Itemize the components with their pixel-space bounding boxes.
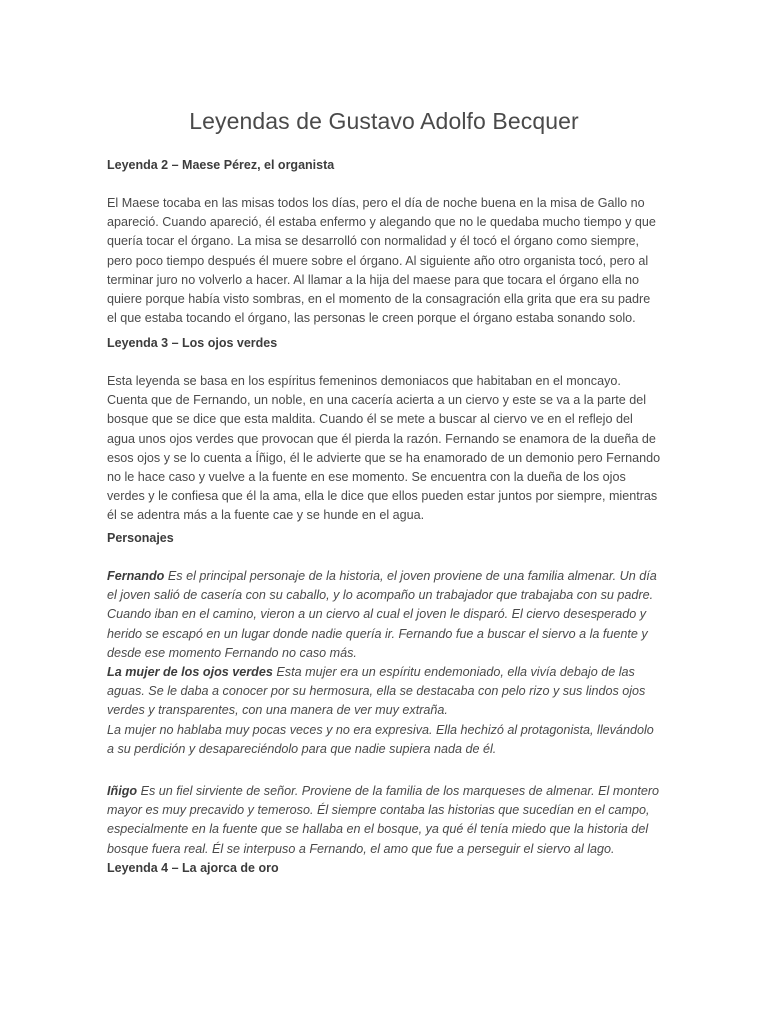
character-desc-mujer-2: La mujer no hablaba muy pocas veces y no era expresiva. Ella hechizó al protagonista, llevándolo a su perdición y desapareciéndolo para que nadie supiera nada de él. — [107, 722, 654, 756]
character-name-inigo: Iñigo — [107, 784, 138, 798]
character-desc-fernando: Es el principal personaje de la historia, el joven proviene de una familia almenar. Un día el joven salió de casería con su caballo, y lo acompaño un trabajador que trabajaba con su padre. Cuando iban en el camino, vieron a un ciervo al cual el joven le disparó. El ciervo desesperado y herido se escapó en un lugar donde nadie quería ir. Fernando fue a buscar el siervo a la fuente y desde ese momento Fernando no caso más. — [107, 569, 657, 660]
character-block-fernando-mujer — [107, 567, 663, 759]
character-desc-mujer: Esta mujer era un espíritu endemoniado, ella vivía debajo de las aguas. Se le daba a conocer por su hermosura, ella se destacaba con pelo rizo y sus lindos ojos verdes y transparentes, con una manera de ver muy extraña. — [107, 665, 646, 718]
character-inigo — [107, 782, 663, 859]
section-text-leyenda-3: Esta leyenda se basa en los espíritus femeninos demoniacos que habitaban en el moncayo. Cuenta que de Fernando, un noble, en una cacería acierta a un ciervo y este se va a la parte del bosque que se dice que esta maldita. Cuando él se mete a buscar al ciervo ve en el reflejo del agua unos ojos verdes que provocan que él pierda la razón. Fernando se enamora de la dueña de esos ojos y se lo cuenta a Íñigo, él le advierte que se ha enamorado de un demonio pero Fernando no le hace caso y vuelve a la fuente en ese momento. Se encuentra con la dueña de los ojos verdes y le confiesa que él la ama, ella le dice que ellos pueden estar juntos por siempre, mientras él se adentra más a la fuente cae y se hunde en el agua. — [107, 374, 661, 523]
section-heading-personajes: Personajes — [107, 531, 174, 545]
character-name-fernando: Fernando — [107, 569, 165, 583]
section-heading-leyenda-3: Leyenda 3 – Los ojos verdes — [107, 336, 278, 350]
character-desc-inigo: Es un fiel sirviente de señor. Proviene de la familia de los marqueses de almenar. El montero mayor es muy precavido y temeroso. Él siempre contaba las historias que sucedían en el campo, especialmente en la fuente que se hallaba en el bosque, ya qué él tenía miedo que la historia del bosque fuera real. Él se interpuso a Fernando, el amo que fue a perseguir el siervo al lago. — [107, 784, 660, 856]
section-heading-leyenda-4: Leyenda 4 – La ajorca de oro — [107, 861, 279, 875]
section-text-leyenda-2: El Maese tocaba en las misas todos los días, pero el día de noche buena en la misa de Gallo no apareció. Cuando apareció, él estaba enfermo y alegando que no le quedaba mucho tiempo y que quería tocar el órgano. La misa se desarrolló con normalidad y él tocó el órgano como siempre, pero poco tiempo después él muere sobre el órgano. Al siguiente año otro organista tocó, pero al terminar juro no volverlo a hacer. Al llamar a la hija del maese para que tocara el órgano ella no quiere porque había visto sombras, en el momento de la consagración ella grita que era su padre el que estaba tocando el órgano, las personas le creen porque el órgano estaba sonando solo. — [107, 196, 656, 326]
character-name-mujer: La mujer de los ojos verdes — [107, 665, 273, 680]
section-heading-leyenda-2: Leyenda 2 – Maese Pérez, el organista — [107, 158, 335, 172]
character-fernando — [107, 567, 663, 663]
character-mujer — [107, 663, 663, 721]
document-title: Leyendas de Gustavo Adolfo Becquer — [189, 108, 579, 134]
